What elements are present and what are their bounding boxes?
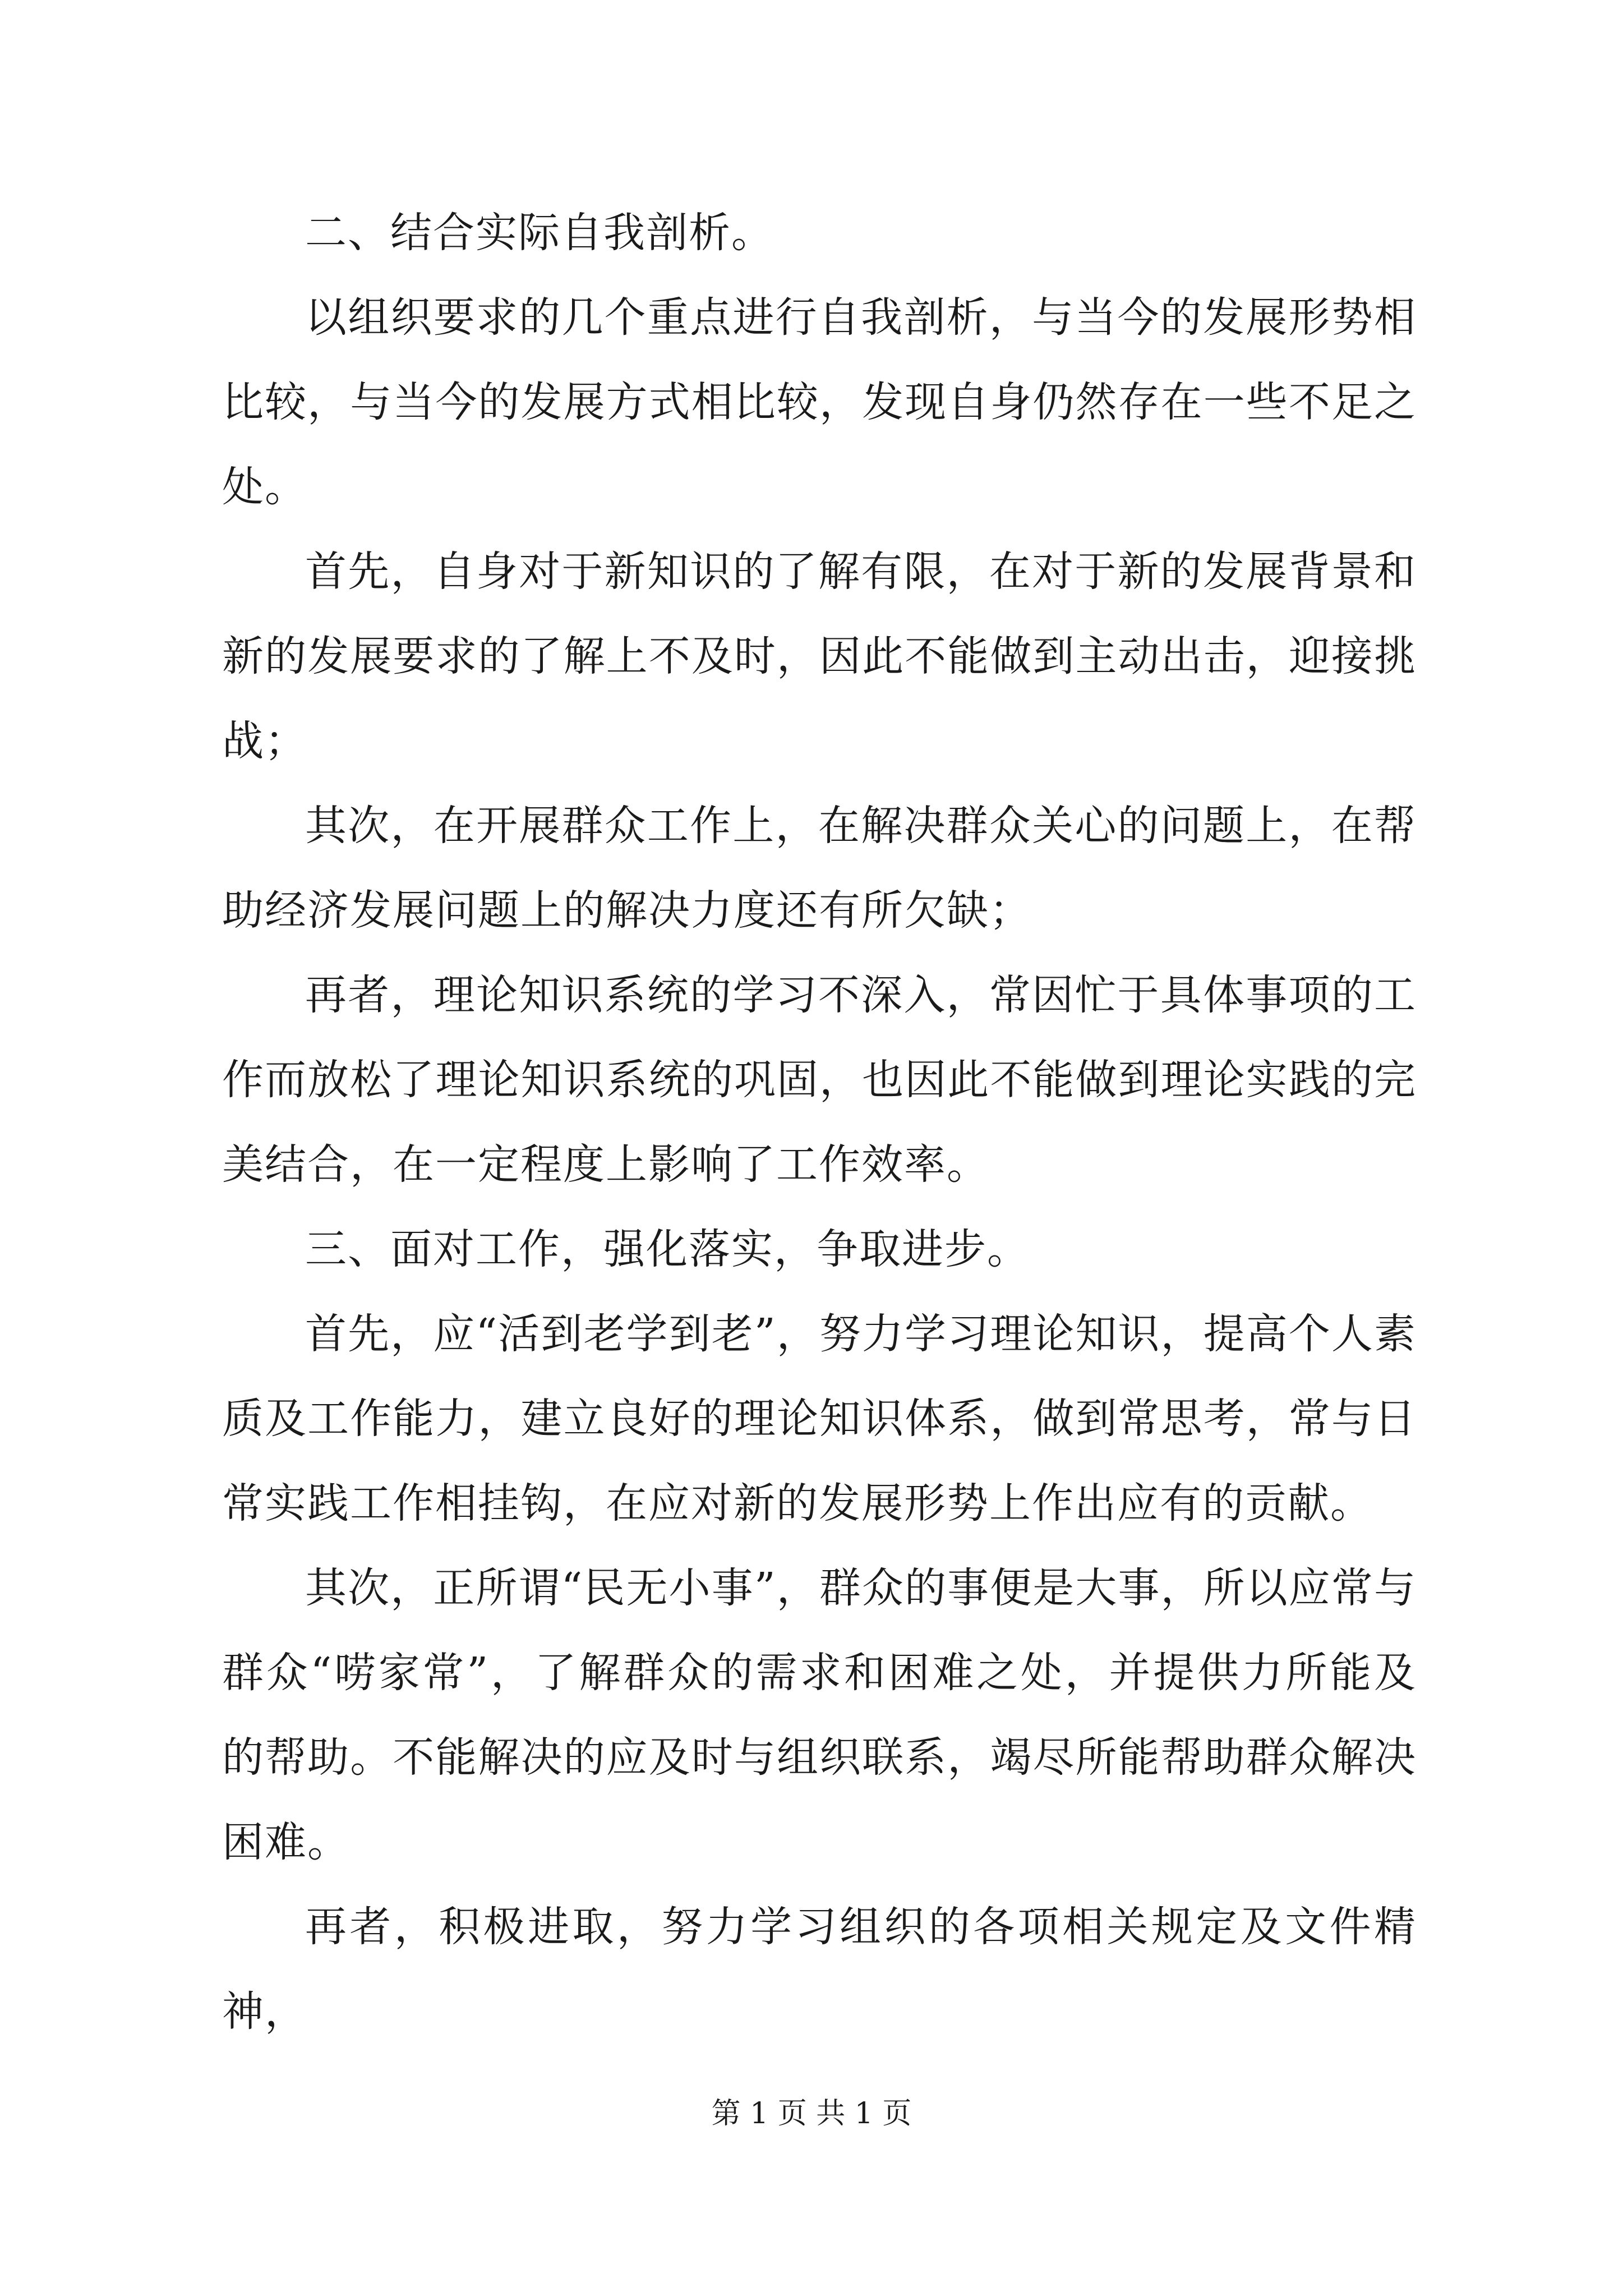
page-number-footer: 第 1 页 共 1 页	[711, 2097, 912, 2131]
paragraph-second-point: 其次，在开展群众工作上，在解决群众关心的问题上，在帮助经济发展问题上的解决力度还有所欠缺；	[222, 802, 1417, 935]
section-heading-2: 二、结合实际自我剖析。	[305, 209, 774, 257]
paragraph-third-point: 再者，理论知识系统的学习不深入，常因忙于具体事项的工作而放松了理论知识系统的巩固，也因此不能做到理论实践的完美结合，在一定程度上影响了工作效率。	[222, 971, 1417, 1189]
paragraph-action-first: 首先，应“活到老学到老”，努力学习理论知识，提高个人素质及工作能力，建立良好的理论知识体系，做到常思考，常与日常实践工作相挂钩，在应对新的发展形势上作出应有的贡献。	[222, 1310, 1417, 1527]
paragraph-first-point: 首先，自身对于新知识的了解有限，在对于新的发展背景和新的发展要求的了解上不及时，因此不能做到主动出击，迎接挑战；	[222, 547, 1417, 765]
paragraph-self-analysis: 以组织要求的几个重点进行自我剖析，与当今的发展形势相比较，与当今的发展方式相比较，发现自身仍然存在一些不足之处。	[222, 293, 1417, 511]
document-body	[222, 191, 1417, 2054]
section-heading-3: 三、面对工作，强化落实，争取进步。	[305, 1225, 1030, 1273]
paragraph-action-second: 其次，正所谓“民无小事”，群众的事便是大事，所以应常与群众“唠家常”，了解群众的需求和困难之处，并提供力所能及的帮助。不能解决的应及时与组织联系，竭尽所能帮助群众解决困难。	[222, 1564, 1417, 1866]
paragraph-action-third: 再者，积极进取，努力学习组织的各项相关规定及文件精神，	[222, 1903, 1417, 2036]
